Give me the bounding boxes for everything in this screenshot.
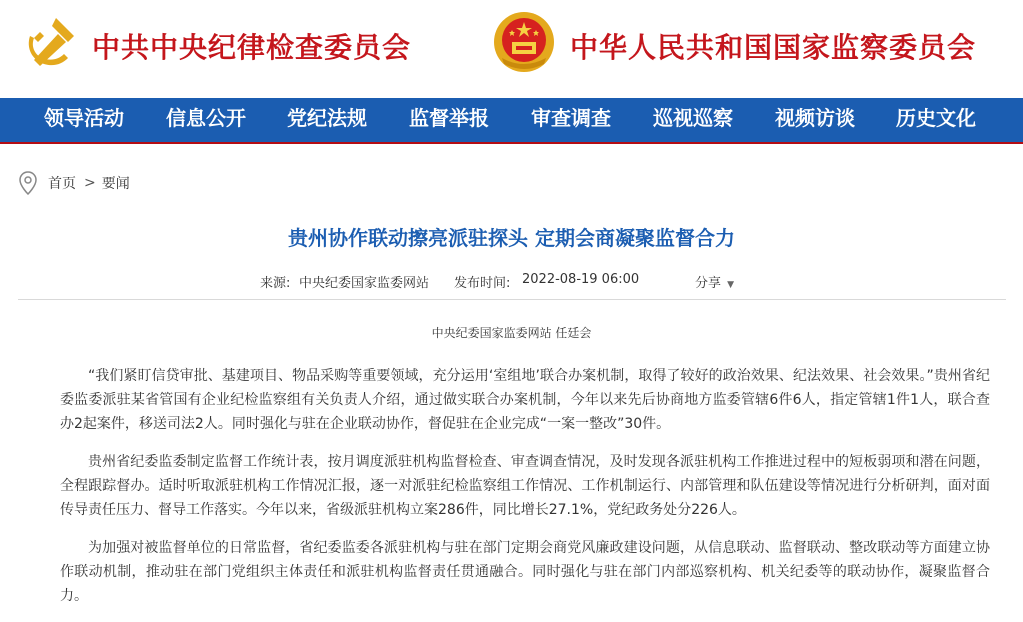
main-nav xyxy=(0,98,1023,144)
site-header xyxy=(0,0,1023,98)
location-pin-icon xyxy=(18,171,38,195)
time-label: 发布时间: xyxy=(454,276,511,291)
national-emblem-icon xyxy=(492,10,556,74)
article-title: 贵州协作联动擦亮派驻探头 定期会商凝聚监督合力 xyxy=(288,226,735,250)
article-paragraph: 为加强对被监督单位的日常监督，省纪委监委各派驻机构与驻在部门定期会商党风廉政建设问题，从信息联动、监督联动、整改联动等方面建立协作联动机制，推动驻在部门党组织主体责任和派驻机构监督责任贯通融合。同时强化与驻在部门内部巡察机构、机关纪委等的联动协作，凝聚监督合力。 xyxy=(60,540,990,604)
nav-item-info-disclosure[interactable]: 信息公开 xyxy=(166,106,246,130)
article-byline: 中央纪委国家监委网站 任廷会 xyxy=(431,326,592,340)
chevron-down-icon: ▼ xyxy=(727,280,735,290)
nav-item-history[interactable]: 历史文化 xyxy=(896,106,976,130)
article-paragraph: 贵州省纪委监委制定监督工作统计表，按月调度派驻机构监督检查、审查调查情况，及时发现各派驻机构工作推进过程中的短板弱项和潜在问题，全程跟踪督办。适时听取派驻机构工作情况汇报，逐一对派驻纪检监察组工作情况、工作机制运行、内部管理和队伍建设等情况进行分析研判，面对面传导责任压力、督导工作落实。今年以来，省级派驻机构立案286件，同比增长27.1%，党纪政务处分226人。 xyxy=(60,454,990,518)
source-label: 来源: xyxy=(260,276,291,291)
breadcrumb-separator: > xyxy=(84,175,96,191)
share-button[interactable] xyxy=(695,272,734,291)
nav-item-regulations[interactable]: 党纪法规 xyxy=(287,106,367,130)
breadcrumb xyxy=(18,168,130,198)
nav-item-leadership[interactable]: 领导活动 xyxy=(44,106,124,130)
breadcrumb-current[interactable]: 要闻 xyxy=(101,176,130,192)
share-label: 分享 xyxy=(695,276,722,291)
header-right-title: 中华人民共和国国家监察委员会 xyxy=(570,31,977,64)
nav-item-report[interactable]: 监督举报 xyxy=(409,106,489,130)
header-left-title: 中共中央纪律检查委员会 xyxy=(92,31,412,64)
article-body xyxy=(60,364,990,622)
source-value: 中央纪委国家监委网站 xyxy=(299,276,430,291)
publish-time: 2022-08-19 06:00 xyxy=(522,272,640,287)
nav-item-inspection[interactable]: 巡视巡察 xyxy=(653,106,733,130)
breadcrumb-home-link[interactable]: 首页 xyxy=(48,176,76,192)
nav-item-investigation[interactable]: 审查调查 xyxy=(531,106,611,130)
party-emblem-icon xyxy=(22,14,78,70)
nav-item-video[interactable]: 视频访谈 xyxy=(775,106,855,130)
article-meta xyxy=(0,272,1023,292)
divider xyxy=(18,299,1006,300)
article-paragraph: “我们紧盯信贷审批、基建项目、物品采购等重要领域，充分运用‘室组地’联合办案机制，取得了较好的政治效果、纪法效果、社会效果。”贵州省纪委监委派驻某省管国有企业纪检监察组有关负责人介绍，通过做实联合办案机制，今年以来先后协商地方监委管辖6件6人，指定管辖1件1人，联合查办2起案件，移送司法2人。同时强化与驻在企业联动协作，督促驻在企业完成“一案一整改”30件。 xyxy=(60,368,990,432)
